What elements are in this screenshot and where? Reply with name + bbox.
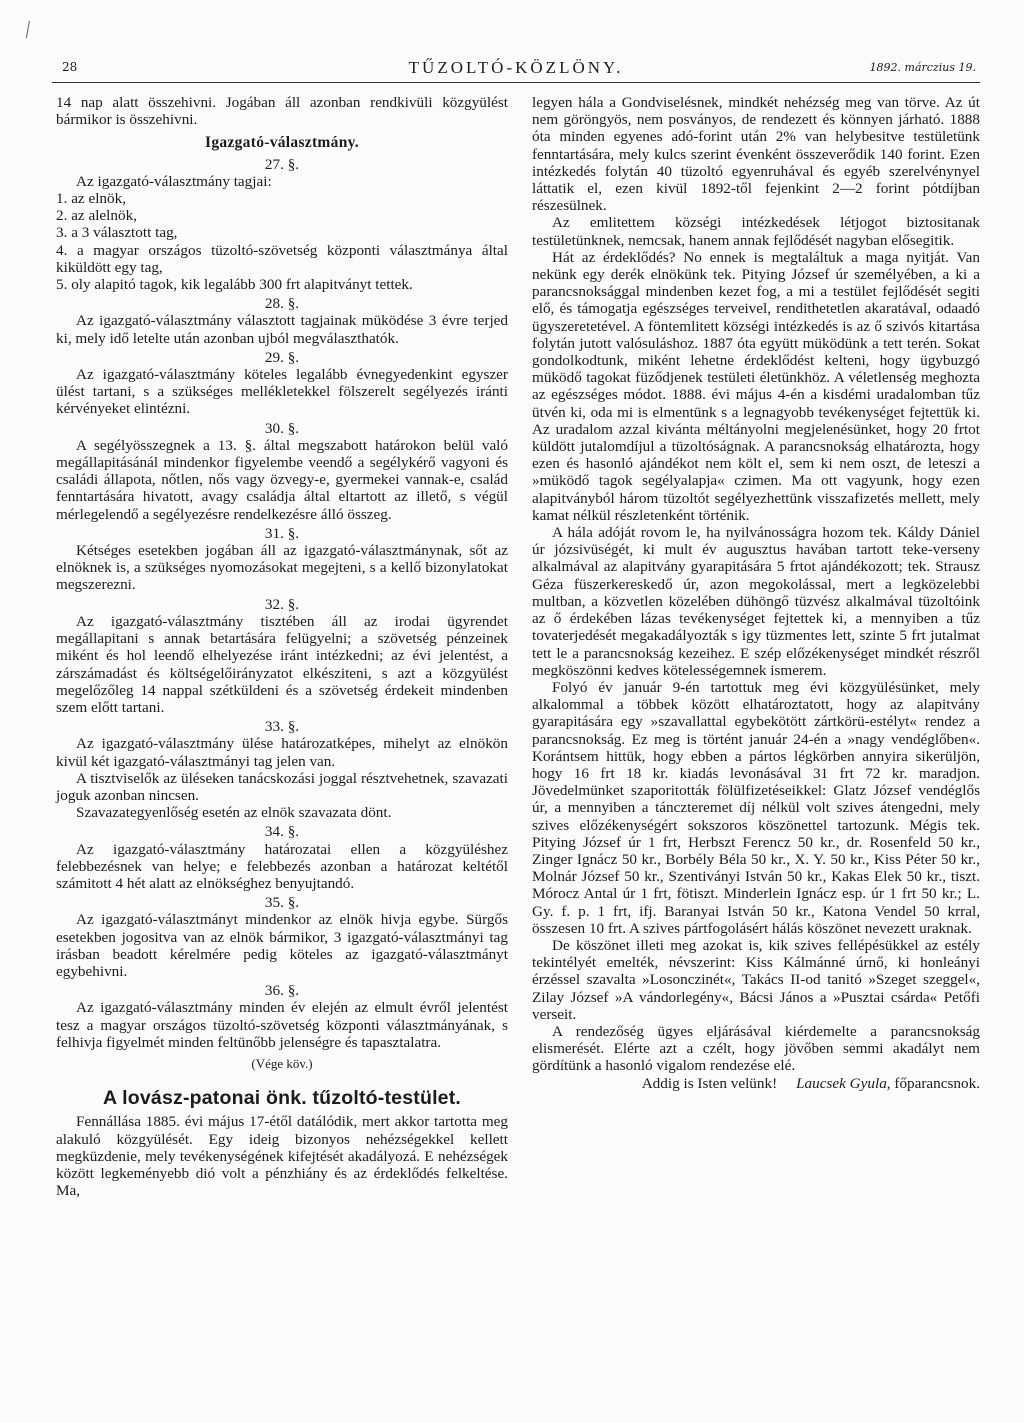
paragraph: Az igazgató-választmány köteles legalább évnegyedenkint egyszer ülést tartani, s a szükséges mellékletekkel fölszerelt segélyezés iránti kérvényeket elintézni. bbox=[56, 366, 508, 418]
signature-name: Laucsek Gyula, bbox=[796, 1074, 891, 1092]
list-item: 4. a magyar országos tüzoltó-szövetség központi választmánya által kiküldött egy tag, bbox=[56, 241, 508, 276]
paragraph: Az igazgató-választmány ülése határozatképes, mihelyt az elnökön kivül két igazgató-választmányi tag jelen van. bbox=[56, 735, 508, 770]
left-column bbox=[56, 94, 508, 1199]
page-header bbox=[52, 58, 980, 83]
section-number: 29. §. bbox=[264, 348, 300, 366]
section-number: 34. §. bbox=[264, 823, 300, 841]
paragraph: Az igazgató-választmány tisztében áll az irodai ügyrendet megállapitani s annak betartására felügyelni; a szövetség pénzeinek miként és hol leendő elhelyezése iránt intézkedni; az évi jelentést, a zárszámadást és költségelőirányzatot elkésziteni, s azt a közgyülést megelőzőleg 14 nappal szétküldeni és a szövetség érdekeit mindenben szem előtt tartani. bbox=[56, 612, 508, 716]
signature-title: főparancsnok. bbox=[894, 1074, 980, 1092]
paragraph: legyen hála a Gondviselésnek, mindkét nehézség meg van törve. Az út nem göröngyös, nem posványos, de rendezett és könnyen járható. 1888 óta minden egyenes adó-forint után 2% van helybesitve testületünk fenntartására, mely kulcs szerint évenként összeverődik 140 forint. Ezen intézkedés folytán 40 tüzoltó egyenruhával és egyéb szerelvénynyel láttatik el, ezen kivül 1892-től fejenkint 2—2 forint pótdíjban részesülnek. bbox=[532, 94, 980, 215]
section-number: 35. §. bbox=[264, 894, 300, 912]
paragraph: 14 nap alatt összehivni. Jogában áll azonban rendkivüli közgyülést bármikor is összehivni. bbox=[56, 94, 508, 129]
paragraph: A hála adóját rovom le, ha nyilvánosságra hozom tek. Káldy Dániel úr józsivüségét, ki mult év augusztus havában tartott teke-verseny alkalmával az alapitvány gyarapitására 5 frtot ajándékozott; tek. Strausz Géza füszerkereskedő úr, azon megokolással, mert a legközelebbi multban, a közvetlen közelében dühöngő tüzvész alkalmával tüzoltóink az ő érdekében lázas tevékenységet fejtettek ki, a mennyiben a tűz tovaterjedését megakadályozták s igy tüzmentes lett, szinte 5 frt jutalmat tett le a parancsnokság kezeihez. E szép előzékenységet mindkét részről megköszönni kedves kötelességemnek ismerem. bbox=[532, 524, 980, 679]
list-item: 1. az elnök, bbox=[56, 190, 127, 208]
list-item: 2. az alelnök, bbox=[56, 207, 137, 225]
right-column bbox=[532, 94, 980, 1092]
paragraph: Az igazgató-választmány választott tagjainak müködése 3 évre terjed ki, mely idő letelte után azonban ujból megválaszthatók. bbox=[56, 312, 508, 347]
section-heading: Igazgató-választmány. bbox=[205, 134, 359, 152]
section-number: 33. §. bbox=[264, 718, 300, 736]
section-number: 28. §. bbox=[264, 295, 300, 313]
section-number: 36. §. bbox=[264, 982, 300, 1000]
article-title: A lovász-patonai önk. tűzoltó-testület. bbox=[102, 1087, 462, 1110]
paragraph: Fennállása 1885. évi május 17-étől datálódik, mert akkor tartotta meg alakuló közgyülését. Egy ideig bizonyos nehézségekkel kellett megküzdenie, mely tevékenységének kifejtését akadályozá. E nehézségek között legkeményebb dió volt a pénzhiány és az érdeklődés felkeltése. Ma, bbox=[56, 1113, 508, 1200]
paragraph: Kétséges esetekben jogában áll az igazgató-választmánynak, sőt az elnöknek is, a szükséges nyomozásokat megejteni, s a kellő bizonylatokat megszerezni. bbox=[56, 542, 508, 594]
masthead-title: TŰZOLTÓ-KÖZLÖNY. bbox=[408, 58, 624, 77]
paragraph: A tisztviselők az üléseken tanácskozási joggal résztvehetnek, szavazati joguk azonban nincsen. bbox=[56, 769, 508, 804]
paragraph: Hát az érdeklődés? No ennek is megtaláltuk a maga nyitját. Van nekünk egy derék elnökünk tek. Pitying József úr személyében, a ki a parancsnoksággal mindenben kezet fog, a mi a testület fejlődését segiti elő, és támogatja egészséges terveivel, rendithetetlen akaratával, odaadó ügyszeretetével. A föntemlitett községi intézkedés is az ő szivós kitartása folytán jutott valósuláshoz. 1887 óta együtt müködünk a tett terén. Sokat gondolkodtunk, miként lehetne érdeklődést kelteni, hogy ügybuzgó müködő tagokat füződjenek testületi életünkhöz. A véletlenség meghozta az egészséges módot. 1888. évi május 4-én a kisdémi uradalomban tűz ütvén ki, oda mi is elmentünk s a legnagyobb tevékenységet fejtettük ki. Az uradalom azzal kivánta méltányolni megjelenésünket, hogy 20 frtot küldött jutalomdíjul a tüzoltóságnak. A parancsnokság elhatározta, hogy ezen és hasonló ajándékot nem költ el, sem ki nem oszt, de leteszi a »müködő tagok segélyalapja« czimen. Ma ott vagyunk, hogy ezen alapitványból három tüzoltót segélyezhettünk visszafizetés mellett, mely kamat nélkül részletenként történik. bbox=[532, 248, 980, 524]
paragraph: Az igazgató-választmány határozatai ellen a közgyüléshez felebbezésnek van helye; e felebbezés azonban a határozat keltétől számitott 4 hét alatt az elnökséghez benyujtandó. bbox=[56, 840, 508, 892]
closing-phrase: Addig is Isten velünk! bbox=[641, 1074, 778, 1092]
paragraph: Szavazategyenlőség esetén az elnök szavazata dönt. bbox=[76, 804, 392, 822]
paragraph: De köszönet illeti meg azokat is, kik szives fellépésükkel az estély tekintélyét emelték, névszerint: Kiss Kálmánné úrnő, ki honleányi érzéssel szavalta »Losonczinét«, Takács II-od tanitó »Szeget szeggel«, Zilay József »A vándorlegény«, Bácsi János a »Pusztai csárda« Petőfi verseit. bbox=[532, 936, 980, 1023]
section-number: 27. §. bbox=[264, 155, 300, 173]
paragraph: A segélyösszegnek a 13. §. által megszabott határokon belül való megállapitásánál mindenkor figyelembe veendő a segélykérő vagyoni és családi állapota, nőtlen, nős vagy özvegy-e, gyermekei vannak-e, család fenntartására hivatott, avagy családja által eltartott az illető, s végül mérlegelendő a segélyezésre rendelkezésre álló összeg. bbox=[56, 436, 508, 523]
paragraph: Az igazgató-választmány minden év elején az elmult évről jelentést tesz a magyar országos tüzoltó-szövetség központi választmányának, s felhivja figyelmét minden feltünőbb jelenségre és tapasztalatra. bbox=[56, 999, 508, 1051]
page-number: 28 bbox=[62, 60, 78, 74]
issue-date: 1892. márczius 19. bbox=[869, 61, 976, 74]
section-number: 32. §. bbox=[264, 595, 300, 613]
signature-line bbox=[532, 1075, 980, 1092]
paragraph: Az igazgató-választmányt mindenkor az elnök hivja egybe. Sürgős esetekben jogositva van az elnök bármikor, 3 igazgató-választmányi tag irásban beadott kérelmére pedig köteles az igazgató-választmányt egybehivni. bbox=[56, 911, 508, 980]
continuation-note: (Vége köv.) bbox=[251, 1055, 313, 1071]
paragraph: Az emlitettem községi intézkedések létjogot biztositanak testületünknek, nemcsak, hanem annak fejlődését nagyban elősegitik. bbox=[532, 214, 980, 249]
section-number: 30. §. bbox=[264, 419, 300, 437]
section-number: 31. §. bbox=[264, 524, 300, 542]
paragraph: A rendezőség ügyes eljárásával kiérdemelte a parancsnokság elismerését. Elérte azt a czélt, hogy jövőben semmi akadályt nem gördítünk a hasonló vigalom rendezése elé. bbox=[532, 1022, 980, 1075]
list-item: 3. a 3 választott tag, bbox=[56, 224, 178, 242]
paragraph: Az igazgató-választmány tagjai: bbox=[76, 172, 272, 190]
paragraph: Folyó év január 9-én tartottuk meg évi közgyülésünket, mely alkalommal a többek között elhatároztatott, hogy az alapitvány gyarapitására egy »szavallattal egybekötött zártkörü-estélyt« rendez a parancsnokság. Ez meg is történt január 24-én a »nagy vendéglőben«. Korántsem hittük, hogy ebben a pártos légkörben annyira sikerüljön, hogy 16 frt 18 kr. kiadás levonásával 31 frt 72 kr. maradjon. Jövedelmünket szaporitották fölülfizetéseikkel: Glatz József vendéglős úr, a mennyiben a tánczteremet díj nélkül volt szives átengedni, mely szives előzékenységért sokszoros köszönettel tartozunk. Mégis tek. Pitying József úr 1 frt, Herbszt Ferencz 50 kr., dr. Rosenfeld 50 kr., Zinger Ignácz 50 kr., Borbély Béla 50 kr., X. Y. 50 kr., Kiss Péter 50 kr., Molnár József 50 kr., Szentiványi István 50 kr., Kakas Elek 50 kr., tiszt. Mórocz Antal úr 1 frt, fötiszt. Minderlein Ignácz esp. úr 1 frt 50 kr.; L. Gy. f. p. 1 frt, ifj. Baranyai István 50 kr., Katona Vendel 50 krral, összesen 10 frt. A szives pártfogolásért hálás köszönet nevezett uraknak. bbox=[532, 678, 980, 937]
margin-scribble: ⟋ bbox=[17, 18, 40, 43]
list-item: 5. oly alapitó tagok, kik legalább 300 frt alapitványt tettek. bbox=[56, 276, 413, 294]
